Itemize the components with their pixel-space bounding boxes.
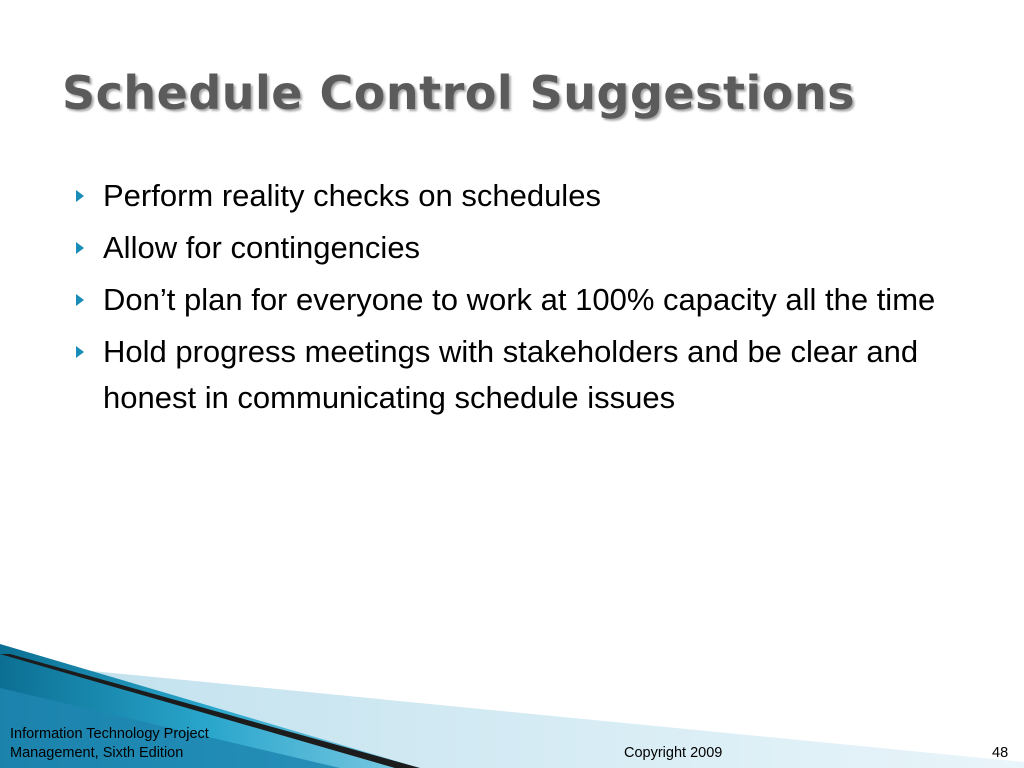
page-number: 48 — [992, 745, 1009, 761]
footer-source-line2: Management, Sixth Edition — [10, 745, 184, 761]
footer-source — [10, 725, 270, 763]
bullet-list — [76, 173, 956, 427]
bullet-item — [76, 173, 956, 219]
bullet-item — [76, 329, 956, 421]
footer-copyright: Copyright 2009 — [624, 745, 723, 761]
bullet-text: Allow for contingencies — [103, 230, 421, 265]
triangle-bullet-icon — [76, 190, 84, 202]
footer-source-line1: Information Technology Project — [10, 726, 209, 742]
triangle-bullet-icon — [76, 294, 84, 306]
bullet-item — [76, 277, 956, 323]
bullet-text: Don’t plan for everyone to work at 100% capacity all the time — [103, 282, 936, 317]
bullet-item — [76, 225, 956, 271]
slide-title: Schedule Control Suggestions — [62, 66, 855, 120]
bullet-text: Hold progress meetings with stakeholders and be clear and honest in communicating schedule issues — [103, 334, 919, 415]
triangle-bullet-icon — [76, 346, 84, 358]
bullet-text: Perform reality checks on schedules — [103, 178, 601, 213]
triangle-bullet-icon — [76, 242, 84, 254]
